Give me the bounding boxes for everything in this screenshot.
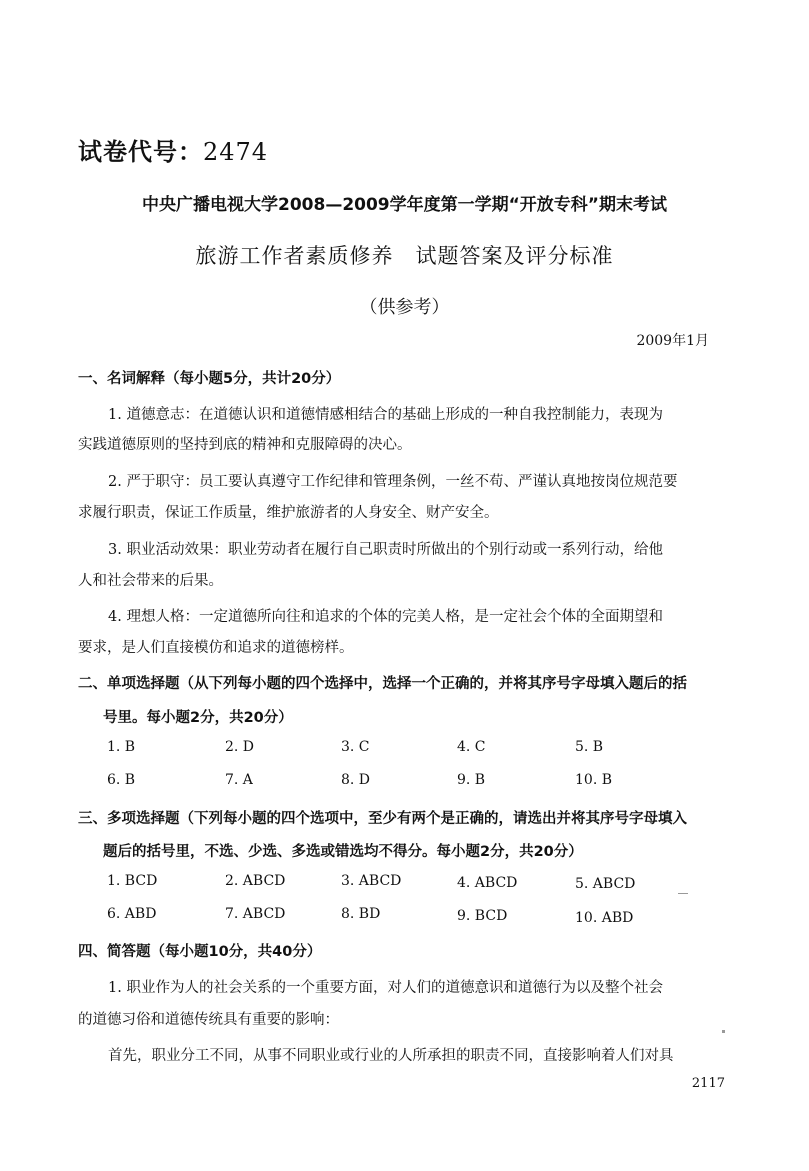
reference-note: （供参考） (359, 297, 450, 318)
section4-heading: 四、简答题（每小题10分，共40分） (78, 944, 322, 960)
s2-answer: 6. B (107, 772, 136, 788)
document-title: 旅游工作者素质修养 试题答案及评分标准 (195, 244, 614, 268)
s3-answer: 3. ABCD (341, 873, 402, 889)
s2-answer: 8. D (341, 772, 371, 788)
s3-answer: 1. BCD (107, 873, 158, 889)
s1-item1-line2: 实践道德原则的坚持到底的精神和克服障碍的决心。 (78, 437, 412, 453)
s2-answer: 3. C (341, 739, 370, 755)
s2-answer: 10. B (575, 772, 613, 788)
s2-answer: 9. B (457, 772, 486, 788)
exam-code (78, 132, 268, 167)
scan-speck (678, 893, 688, 894)
scan-speck (722, 1030, 725, 1033)
s1-item2-line1: 2. 严于职守：员工要认真遵守工作纪律和管理条例，一丝不苟、严谨认真地按岗位规范要 (108, 474, 678, 490)
s1-item4-line2: 要求，是人们直接模仿和追求的道德榜样。 (78, 640, 354, 656)
s2-answer: 2. D (225, 739, 255, 755)
s3-answer: 6. ABD (107, 906, 157, 922)
s3-answer: 4. ABCD (457, 875, 518, 891)
s2-answer: 5. B (575, 739, 604, 755)
s1-item1-line1: 1. 道德意志：在道德认识和道德情感相结合的基础上形成的一种自我控制能力，表现为 (108, 407, 663, 423)
s4-para2-line1: 首先，职业分工不同，从事不同职业或行业的人所承担的职责不同，直接影响着人们对具 (108, 1048, 674, 1064)
s3-answer: 5. ABCD (575, 876, 636, 892)
s3-answer: 7. ABCD (225, 906, 286, 922)
exam-code-number: 2474 (203, 138, 269, 166)
section2-heading-line2: 号里。每小题2分，共20分） (103, 710, 293, 726)
s1-item3-line1: 3. 职业活动效果：职业劳动者在履行自己职责时所做出的个别行动或一系列行动，给他 (108, 542, 663, 558)
exam-date: 2009年1月 (636, 333, 709, 349)
s1-item3-line2: 人和社会带来的后果。 (78, 573, 223, 589)
s1-item4-line1: 4. 理想人格：一定道德所向往和追求的个体的完美人格，是一定社会个体的全面期望和 (108, 609, 663, 625)
s2-answer: 7. A (225, 772, 253, 788)
s3-answer: 9. BCD (457, 908, 508, 924)
section2-heading-line1: 二、单项选择题（从下列每小题的四个选择中，选择一个正确的，并将其序号字母填入题后的括 (78, 676, 687, 692)
section3-heading-line2: 题后的括号里，不选、少选、多选或错选均不得分。每小题2分，共20分） (103, 844, 583, 860)
section3-heading-line1: 三、多项选择题（下列每小题的四个选项中，至少有两个是正确的，请选出并将其序号字母填入 (78, 811, 687, 827)
s2-answer: 1. B (107, 739, 136, 755)
section1-heading: 一、名词解释（每小题5分，共计20分） (78, 371, 341, 387)
s3-answer: 2. ABCD (225, 873, 286, 889)
s3-answer: 10. ABD (575, 910, 634, 926)
s3-answer: 8. BD (341, 906, 381, 922)
s2-answer: 4. C (457, 739, 486, 755)
exam-code-label: 试卷代号： (78, 138, 203, 166)
exam-line: 中央广播电视大学2008—2009学年度第一学期“开放专科”期末考试 (142, 195, 667, 215)
s1-item2-line2: 求履行职责，保证工作质量，维护旅游者的人身安全、财产安全。 (78, 505, 499, 521)
page-number: 2117 (691, 1076, 725, 1091)
s4-para1-line1: 1. 职业作为人的社会关系的一个重要方面，对人们的道德意识和道德行为以及整个社会 (108, 980, 663, 996)
s4-para1-line2: 的道德习俗和道德传统具有重要的影响： (78, 1012, 339, 1028)
